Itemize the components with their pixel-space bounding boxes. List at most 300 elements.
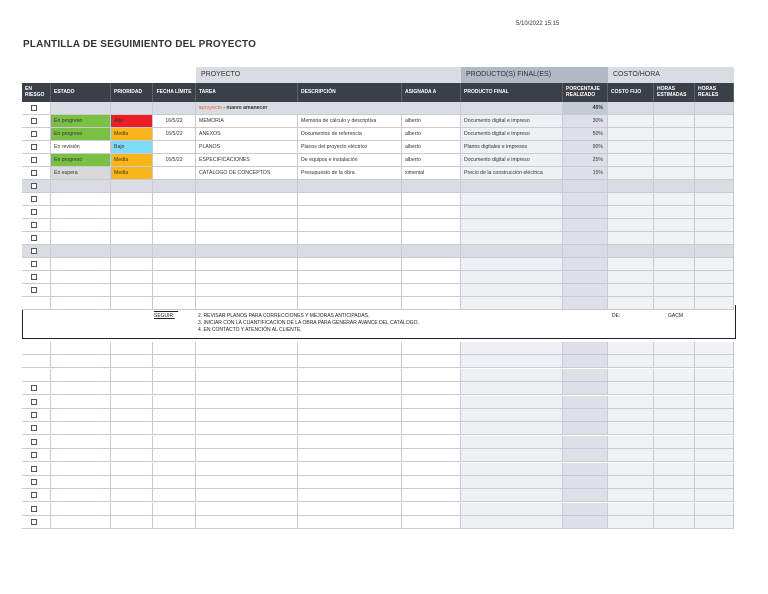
table-cell[interactable] [654, 409, 695, 422]
table-cell[interactable] [298, 258, 402, 271]
table-cell[interactable] [402, 489, 461, 502]
table-cell[interactable] [298, 516, 402, 529]
table-cell[interactable] [298, 271, 402, 284]
table-cell[interactable] [402, 245, 461, 258]
table-cell[interactable] [298, 355, 402, 368]
risk-checkbox[interactable] [31, 248, 37, 254]
table-cell[interactable] [22, 516, 51, 529]
table-cell[interactable] [22, 355, 51, 368]
table-cell[interactable] [22, 422, 51, 435]
table-cell[interactable] [608, 258, 654, 271]
table-cell[interactable] [608, 297, 654, 310]
table-cell[interactable] [563, 436, 608, 449]
table-cell[interactable] [461, 449, 563, 462]
table-cell[interactable] [563, 489, 608, 502]
table-cell[interactable] [402, 516, 461, 529]
table-cell[interactable] [461, 206, 563, 219]
task-assignee[interactable]: alberto [402, 128, 461, 141]
table-cell[interactable] [608, 342, 654, 355]
table-cell[interactable] [402, 436, 461, 449]
table-cell[interactable] [563, 180, 608, 193]
table-cell[interactable] [563, 284, 608, 297]
table-cell[interactable] [111, 245, 153, 258]
table-cell[interactable] [461, 284, 563, 297]
risk-checkbox[interactable] [31, 118, 37, 124]
table-cell[interactable] [654, 463, 695, 476]
task-assignee[interactable]: alberto [402, 141, 461, 154]
table-cell[interactable] [298, 463, 402, 476]
table-cell[interactable] [51, 409, 111, 422]
table-cell[interactable] [402, 258, 461, 271]
risk-checkbox[interactable] [31, 466, 37, 472]
task-deliverable[interactable]: Planos digitales e impresos [461, 141, 563, 154]
table-cell[interactable] [695, 463, 734, 476]
table-cell[interactable] [153, 342, 196, 355]
priority-badge[interactable]: Alta [111, 115, 153, 128]
table-cell[interactable] [51, 245, 111, 258]
table-cell[interactable] [111, 206, 153, 219]
table-cell[interactable] [402, 369, 461, 382]
table-cell[interactable] [608, 369, 654, 382]
table-cell[interactable] [654, 342, 695, 355]
table-cell[interactable] [51, 219, 111, 232]
table-cell[interactable] [608, 396, 654, 409]
table-cell[interactable] [608, 409, 654, 422]
table-cell[interactable] [22, 297, 51, 310]
table-cell[interactable] [695, 271, 734, 284]
table-cell[interactable] [153, 284, 196, 297]
table-cell[interactable] [111, 284, 153, 297]
status-badge[interactable]: En revisión [51, 141, 111, 154]
table-cell[interactable] [654, 206, 695, 219]
table-cell[interactable] [298, 245, 402, 258]
table-cell[interactable] [153, 503, 196, 516]
task-description[interactable]: Documentos de referencia [298, 128, 402, 141]
task-deliverable[interactable]: Documento digital e impreso [461, 154, 563, 167]
table-cell[interactable] [153, 355, 196, 368]
risk-checkbox[interactable] [31, 183, 37, 189]
table-cell[interactable] [153, 369, 196, 382]
task-name[interactable]: ANEXOS [196, 128, 298, 141]
table-cell[interactable] [153, 516, 196, 529]
task-assignee[interactable]: ximental [402, 167, 461, 180]
table-cell[interactable] [608, 489, 654, 502]
table-cell[interactable] [695, 355, 734, 368]
table-cell[interactable] [608, 271, 654, 284]
table-cell[interactable] [51, 396, 111, 409]
table-cell[interactable] [51, 271, 111, 284]
risk-checkbox[interactable] [31, 452, 37, 458]
task-name[interactable]: PLANOS [196, 141, 298, 154]
risk-checkbox[interactable] [31, 157, 37, 163]
due-date[interactable]: 16/5/22 [153, 154, 196, 167]
table-cell[interactable] [608, 382, 654, 395]
table-cell[interactable] [563, 396, 608, 409]
table-cell[interactable] [461, 369, 563, 382]
priority-badge[interactable]: Media [111, 167, 153, 180]
table-cell[interactable] [111, 297, 153, 310]
table-cell[interactable] [402, 476, 461, 489]
table-cell[interactable] [153, 258, 196, 271]
table-cell[interactable] [298, 449, 402, 462]
risk-checkbox[interactable] [31, 412, 37, 418]
table-cell[interactable] [196, 355, 298, 368]
table-cell[interactable] [51, 516, 111, 529]
table-cell[interactable] [196, 284, 298, 297]
table-cell[interactable] [298, 297, 402, 310]
table-cell[interactable] [461, 396, 563, 409]
task-assignee[interactable]: alberto [402, 154, 461, 167]
table-cell[interactable] [153, 193, 196, 206]
table-cell[interactable] [608, 180, 654, 193]
table-cell[interactable] [461, 193, 563, 206]
table-cell[interactable] [461, 245, 563, 258]
table-cell[interactable] [608, 422, 654, 435]
table-cell[interactable] [22, 258, 51, 271]
table-cell[interactable] [402, 297, 461, 310]
table-cell[interactable] [654, 297, 695, 310]
table-cell[interactable] [111, 382, 153, 395]
risk-checkbox[interactable] [31, 399, 37, 405]
task-name[interactable]: MEMORIA [196, 115, 298, 128]
table-cell[interactable] [196, 180, 298, 193]
table-cell[interactable] [654, 476, 695, 489]
table-cell[interactable] [461, 476, 563, 489]
table-cell[interactable] [51, 284, 111, 297]
table-cell[interactable] [563, 258, 608, 271]
table-cell[interactable] [196, 258, 298, 271]
table-cell[interactable] [51, 382, 111, 395]
table-cell[interactable] [461, 422, 563, 435]
table-cell[interactable] [695, 180, 734, 193]
table-cell[interactable] [153, 219, 196, 232]
task-description[interactable]: Presupuesto de la obra [298, 167, 402, 180]
table-cell[interactable] [51, 476, 111, 489]
task-percent[interactable]: 15% [563, 167, 608, 180]
table-cell[interactable] [695, 382, 734, 395]
table-cell[interactable] [153, 396, 196, 409]
table-cell[interactable] [654, 271, 695, 284]
table-cell[interactable] [298, 476, 402, 489]
table-cell[interactable] [298, 489, 402, 502]
table-cell[interactable] [563, 206, 608, 219]
table-cell[interactable] [695, 489, 734, 502]
table-cell[interactable] [153, 489, 196, 502]
table-cell[interactable] [22, 409, 51, 422]
due-date[interactable]: 16/5/22 [153, 128, 196, 141]
table-cell[interactable] [298, 232, 402, 245]
table-cell[interactable] [298, 409, 402, 422]
table-cell[interactable] [153, 449, 196, 462]
table-cell[interactable] [654, 382, 695, 395]
table-cell[interactable] [695, 476, 734, 489]
table-cell[interactable] [196, 369, 298, 382]
table-cell[interactable] [111, 449, 153, 462]
table-cell[interactable] [153, 180, 196, 193]
table-cell[interactable] [402, 409, 461, 422]
table-cell[interactable] [461, 463, 563, 476]
table-cell[interactable] [153, 436, 196, 449]
risk-checkbox[interactable] [31, 425, 37, 431]
table-cell[interactable] [22, 436, 51, 449]
table-cell[interactable] [22, 449, 51, 462]
table-cell[interactable] [298, 206, 402, 219]
table-cell[interactable] [695, 516, 734, 529]
table-cell[interactable] [563, 342, 608, 355]
status-badge[interactable]: En progreso [51, 154, 111, 167]
table-cell[interactable] [196, 516, 298, 529]
risk-checkbox[interactable] [31, 274, 37, 280]
table-cell[interactable] [22, 206, 51, 219]
table-cell[interactable] [51, 463, 111, 476]
table-cell[interactable] [563, 219, 608, 232]
task-deliverable[interactable]: Precio de la construcción eléctrica [461, 167, 563, 180]
table-cell[interactable] [51, 503, 111, 516]
risk-checkbox[interactable] [31, 131, 37, 137]
risk-checkbox[interactable] [31, 105, 37, 111]
table-cell[interactable] [461, 409, 563, 422]
table-cell[interactable] [563, 382, 608, 395]
table-cell[interactable] [402, 382, 461, 395]
table-cell[interactable] [298, 436, 402, 449]
table-cell[interactable] [695, 422, 734, 435]
risk-checkbox[interactable] [31, 519, 37, 525]
table-cell[interactable] [695, 206, 734, 219]
task-deliverable[interactable]: Documento digital e impreso [461, 128, 563, 141]
table-cell[interactable] [654, 436, 695, 449]
table-cell[interactable] [22, 193, 51, 206]
table-cell[interactable] [51, 422, 111, 435]
table-cell[interactable] [51, 342, 111, 355]
table-cell[interactable] [298, 503, 402, 516]
table-cell[interactable] [654, 396, 695, 409]
risk-checkbox[interactable] [31, 235, 37, 241]
table-cell[interactable] [298, 369, 402, 382]
table-cell[interactable] [22, 245, 51, 258]
table-cell[interactable] [111, 219, 153, 232]
table-cell[interactable] [153, 206, 196, 219]
priority-badge[interactable]: Bajo [111, 141, 153, 154]
table-cell[interactable] [51, 232, 111, 245]
risk-checkbox[interactable] [31, 287, 37, 293]
table-cell[interactable] [654, 232, 695, 245]
table-cell[interactable] [51, 180, 111, 193]
task-percent[interactable]: 25% [563, 154, 608, 167]
table-cell[interactable] [461, 342, 563, 355]
table-cell[interactable] [196, 271, 298, 284]
table-cell[interactable] [22, 219, 51, 232]
risk-checkbox[interactable] [31, 222, 37, 228]
table-cell[interactable] [402, 206, 461, 219]
table-cell[interactable] [196, 449, 298, 462]
table-cell[interactable] [563, 193, 608, 206]
table-cell[interactable] [563, 355, 608, 368]
table-cell[interactable] [695, 219, 734, 232]
table-cell[interactable] [111, 342, 153, 355]
table-cell[interactable] [695, 284, 734, 297]
table-cell[interactable] [402, 355, 461, 368]
table-cell[interactable] [111, 463, 153, 476]
priority-badge[interactable]: Media [111, 128, 153, 141]
table-cell[interactable] [654, 369, 695, 382]
table-cell[interactable] [111, 422, 153, 435]
table-cell[interactable] [196, 463, 298, 476]
table-cell[interactable] [402, 180, 461, 193]
table-cell[interactable] [51, 297, 111, 310]
table-cell[interactable] [111, 180, 153, 193]
table-cell[interactable] [153, 409, 196, 422]
table-cell[interactable] [402, 342, 461, 355]
table-cell[interactable] [461, 258, 563, 271]
table-cell[interactable] [298, 396, 402, 409]
table-cell[interactable] [51, 258, 111, 271]
table-cell[interactable] [153, 245, 196, 258]
table-cell[interactable] [461, 232, 563, 245]
risk-checkbox[interactable] [31, 261, 37, 267]
table-cell[interactable] [695, 396, 734, 409]
risk-checkbox[interactable] [31, 144, 37, 150]
table-cell[interactable] [654, 422, 695, 435]
table-cell[interactable] [402, 503, 461, 516]
table-cell[interactable] [608, 503, 654, 516]
table-cell[interactable] [111, 516, 153, 529]
task-name[interactable]: CATÁLOGO DE CONCEPTOS [196, 167, 298, 180]
table-cell[interactable] [563, 232, 608, 245]
task-description[interactable]: De equipos e instalación [298, 154, 402, 167]
table-cell[interactable] [402, 449, 461, 462]
table-cell[interactable] [695, 449, 734, 462]
table-cell[interactable] [461, 355, 563, 368]
task-percent[interactable]: 30% [563, 115, 608, 128]
table-cell[interactable] [298, 193, 402, 206]
table-cell[interactable] [196, 476, 298, 489]
risk-checkbox[interactable] [31, 479, 37, 485]
table-cell[interactable] [51, 489, 111, 502]
table-cell[interactable] [563, 516, 608, 529]
table-cell[interactable] [461, 271, 563, 284]
table-cell[interactable] [608, 193, 654, 206]
table-cell[interactable] [695, 258, 734, 271]
table-cell[interactable] [608, 355, 654, 368]
table-cell[interactable] [654, 180, 695, 193]
table-cell[interactable] [51, 369, 111, 382]
table-cell[interactable] [111, 355, 153, 368]
table-cell[interactable] [608, 476, 654, 489]
table-cell[interactable] [402, 232, 461, 245]
table-cell[interactable] [196, 489, 298, 502]
table-cell[interactable] [22, 271, 51, 284]
table-cell[interactable] [695, 232, 734, 245]
table-cell[interactable] [563, 369, 608, 382]
table-cell[interactable] [563, 422, 608, 435]
table-cell[interactable] [608, 284, 654, 297]
table-cell[interactable] [695, 436, 734, 449]
table-cell[interactable] [196, 382, 298, 395]
table-cell[interactable] [695, 409, 734, 422]
table-cell[interactable] [563, 476, 608, 489]
table-cell[interactable] [608, 245, 654, 258]
table-cell[interactable] [22, 369, 51, 382]
task-description[interactable]: Memoria de cálculo y descriptiva [298, 115, 402, 128]
table-cell[interactable] [608, 219, 654, 232]
table-cell[interactable] [22, 463, 51, 476]
table-cell[interactable] [111, 409, 153, 422]
task-deliverable[interactable]: Documento digital e impreso [461, 115, 563, 128]
table-cell[interactable] [563, 245, 608, 258]
table-cell[interactable] [111, 489, 153, 502]
risk-checkbox[interactable] [31, 492, 37, 498]
table-cell[interactable] [51, 355, 111, 368]
table-cell[interactable] [196, 219, 298, 232]
table-cell[interactable] [402, 284, 461, 297]
table-cell[interactable] [654, 193, 695, 206]
table-cell[interactable] [461, 516, 563, 529]
table-cell[interactable] [563, 409, 608, 422]
table-cell[interactable] [196, 193, 298, 206]
table-cell[interactable] [111, 476, 153, 489]
table-cell[interactable] [298, 342, 402, 355]
due-date[interactable] [153, 141, 196, 154]
table-cell[interactable] [22, 342, 51, 355]
task-description[interactable]: Planos del proyecto eléctrico [298, 141, 402, 154]
table-cell[interactable] [153, 476, 196, 489]
table-cell[interactable] [654, 245, 695, 258]
table-cell[interactable] [153, 232, 196, 245]
table-cell[interactable] [22, 232, 51, 245]
table-cell[interactable] [298, 219, 402, 232]
table-cell[interactable] [695, 297, 734, 310]
table-cell[interactable] [654, 449, 695, 462]
table-cell[interactable] [608, 449, 654, 462]
table-cell[interactable] [654, 284, 695, 297]
table-cell[interactable] [22, 489, 51, 502]
table-cell[interactable] [51, 206, 111, 219]
table-cell[interactable] [695, 193, 734, 206]
table-cell[interactable] [695, 342, 734, 355]
table-cell[interactable] [695, 245, 734, 258]
table-cell[interactable] [298, 284, 402, 297]
table-cell[interactable] [196, 232, 298, 245]
table-cell[interactable] [654, 258, 695, 271]
status-badge[interactable]: En espera [51, 167, 111, 180]
table-cell[interactable] [196, 409, 298, 422]
table-cell[interactable] [196, 297, 298, 310]
table-cell[interactable] [402, 422, 461, 435]
table-cell[interactable] [153, 382, 196, 395]
table-cell[interactable] [608, 206, 654, 219]
table-cell[interactable] [51, 436, 111, 449]
table-cell[interactable] [461, 297, 563, 310]
table-cell[interactable] [51, 449, 111, 462]
table-cell[interactable] [461, 219, 563, 232]
risk-checkbox[interactable] [31, 385, 37, 391]
risk-checkbox[interactable] [31, 170, 37, 176]
table-cell[interactable] [111, 436, 153, 449]
table-cell[interactable] [608, 436, 654, 449]
table-cell[interactable] [22, 382, 51, 395]
table-cell[interactable] [196, 396, 298, 409]
due-date[interactable]: 16/5/22 [153, 115, 196, 128]
table-cell[interactable] [402, 463, 461, 476]
status-badge[interactable]: En progreso [51, 128, 111, 141]
table-cell[interactable] [461, 382, 563, 395]
table-cell[interactable] [608, 232, 654, 245]
priority-badge[interactable]: Media [111, 154, 153, 167]
table-cell[interactable] [196, 436, 298, 449]
table-cell[interactable] [196, 206, 298, 219]
table-cell[interactable] [654, 355, 695, 368]
status-badge[interactable]: En progreso [51, 115, 111, 128]
